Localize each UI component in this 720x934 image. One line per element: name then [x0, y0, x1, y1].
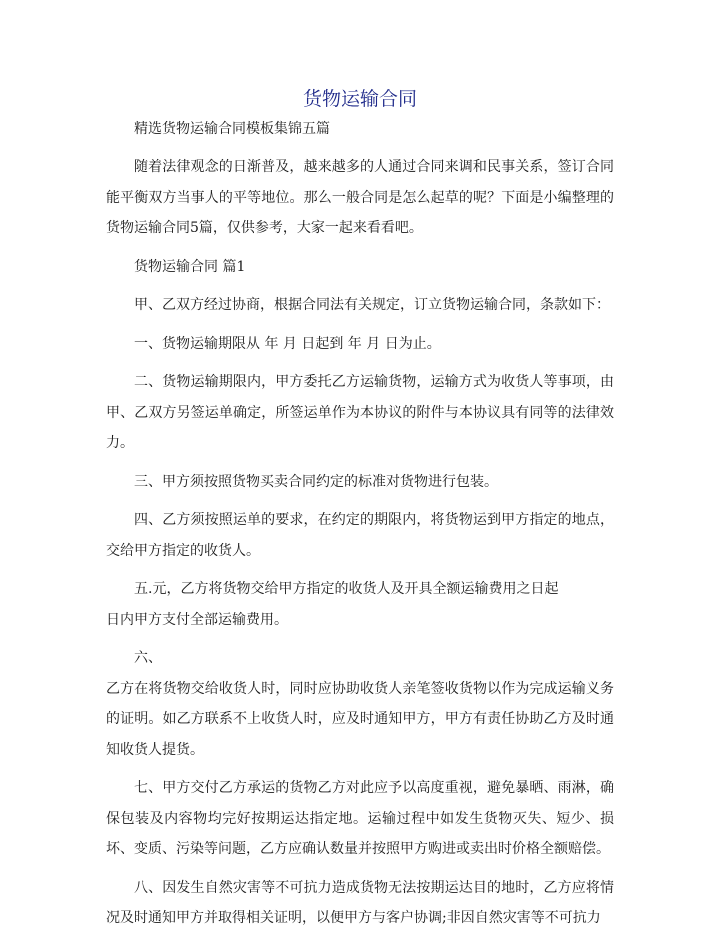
clause-1: 一、货物运输期限从 年 月 日起到 年 月 日为止。 [134, 335, 441, 352]
clause-5-line-2: 日内甲方支付全部运输费用。 [106, 611, 288, 628]
clause-7: 七、甲方交付乙方承运的货物乙方对此应予以高度重视，避免暴晒、雨淋，确保包装及内容物均完好按期运达指定地。运输过程中如发生货物灭失、短少、损坏、变质、污染等问题，乙方应确认数量并按照甲方购进或卖出时价格全额赔偿。 [106, 780, 614, 857]
clause-5-line-1: 五.元，乙方将货物交给甲方指定的收货人及开具全额运输费用之日起 [134, 581, 559, 597]
clause-4: 四、乙方须按照运单的要求，在约定的期限内，将货物运到甲方指定的地点，交给甲方指定的收货人。 [106, 512, 614, 559]
clause-6-body: 乙方在将货物交给收货人时，同时应协助收货人亲笔签收货物以作为完成运输义务的证明。如乙方联系不上收货人时，应及时通知甲方，甲方有责任协助乙方及时通知收货人提货。 [106, 680, 614, 758]
clause-6-heading: 六、 [134, 650, 162, 666]
clause-3: 三、甲方须按照货物买卖合同约定的标准对货物进行包装。 [134, 473, 498, 490]
document-subtitle: 精选货物运输合同模板集锦五篇 [134, 121, 330, 137]
clause-6 [106, 643, 614, 765]
document-title: 货物运输合同 [302, 88, 417, 110]
preamble-paragraph: 甲、乙双方经过协商，根据合同法有关规定，订立货物运输合同，条款如下： [134, 297, 610, 313]
clause-8: 八、因发生自然灾害等不可抗力造成货物无法按期运达目的地时，乙方应将情况及时通知甲方并取得相关证明，以便甲方与客户协调;非因自然灾害等不可抗力 [106, 879, 614, 926]
intro-paragraph: 随着法律观念的日渐普及，越来越多的人通过合同来调和民事关系，签订合同能平衡双方当事人的平等地位。那么一般合同是怎么起草的呢？下面是小编整理的货物运输合同5篇，仅供参考，大家一起来看看吧。 [106, 159, 614, 236]
clause-2: 二、货物运输期限内，甲方委托乙方运输货物，运输方式为收货人等事项，由甲、乙双方另签运单确定，所签运单作为本协议的附件与本协议具有同等的法律效力。 [106, 374, 614, 451]
section-heading: 货物运输合同 篇1 [134, 258, 246, 275]
clause-5 [106, 574, 614, 635]
document-page [106, 0, 614, 934]
